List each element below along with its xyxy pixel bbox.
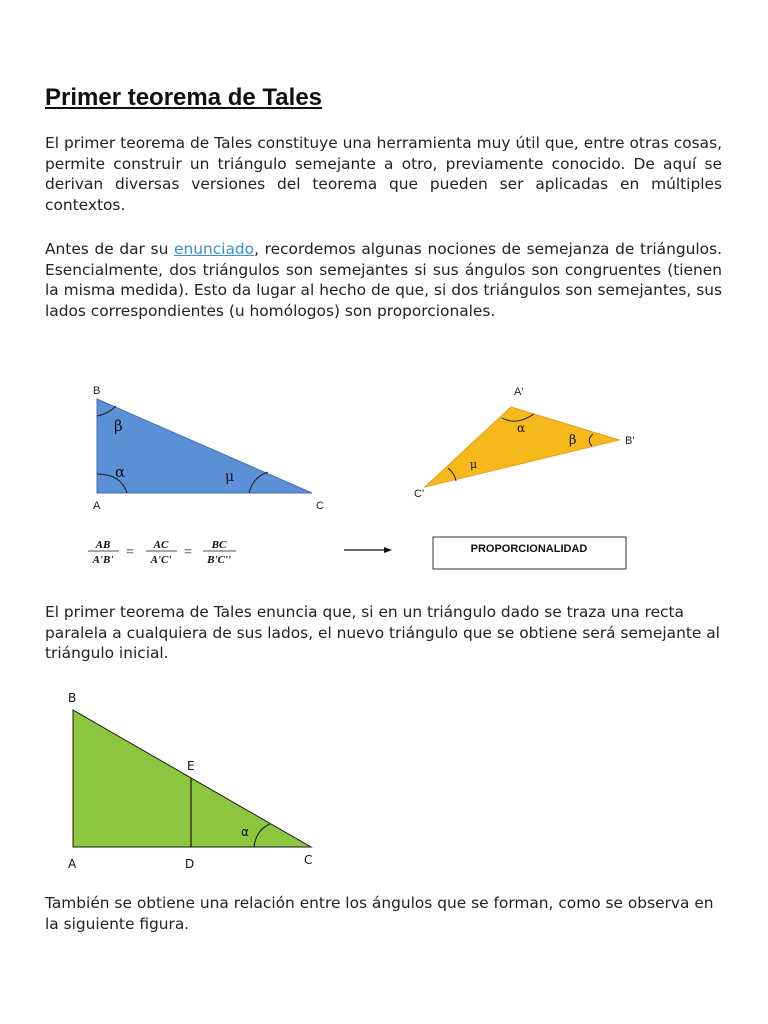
vertex-b-label: B <box>68 691 77 705</box>
ratio3-numerator: BC <box>211 539 227 551</box>
angle-mu-prime-label: μ <box>470 458 478 471</box>
equals-sign-1: = <box>126 545 134 560</box>
vertex-c-label: C <box>304 853 313 867</box>
paragraph-text-before: Antes de dar su <box>45 240 174 258</box>
proportionality-label: PROPORCIONALIDAD <box>470 543 588 555</box>
vertex-d-label: D <box>185 857 195 871</box>
paragraph-text-after: , recordemos algunas nociones de semejanza de triángulos. Esencialmente, dos triángulos son semejantes si sus ángulos son congruentes (tienen la misma medida). Esto da lugar al hecho de que, si dos triángulos son semejantes, sus lados correspondientes (u homólogos) son proporcionales. <box>45 240 722 320</box>
ratio1-numerator: AB <box>95 539 111 551</box>
angles-relation-paragraph: También se obtiene una relación entre los ángulos que se forman, como se observa en la siguiente figura. <box>45 894 714 933</box>
angle-mu-label: μ <box>225 469 235 485</box>
vertex-a-label: A <box>93 500 101 512</box>
ratio2-denominator: A'C' <box>150 554 172 566</box>
thales-statement-paragraph: El primer teorema de Tales enuncia que, si en un triángulo dado se traza una recta paralela a cualquiera de sus lados, el nuevo triángulo que se obtiene será semejante al triángulo inicial. <box>45 603 720 662</box>
enunciado-link[interactable]: enunciado <box>173 240 255 258</box>
vertex-c-prime-label: C' <box>414 488 425 500</box>
vertex-a-prime-label: A' <box>514 386 524 398</box>
ratio3-denominator: B'C'' <box>207 554 231 566</box>
green-triangle <box>73 710 311 847</box>
intro-paragraph: El primer teorema de Tales constituye una herramienta muy útil que, entre otras cosas, permite construir un triángulo semejante a otro, previamente conocido. De aquí se derivan diversas versiones del teorema que pueden ser aplicadas en múltiples contextos. <box>45 134 722 214</box>
vertex-b-prime-label: B' <box>625 435 635 447</box>
vertex-b-label: B <box>93 385 101 397</box>
vertex-e-label: E <box>187 759 195 773</box>
angle-alpha-label: α <box>115 463 126 481</box>
angle-beta-prime-label: β <box>569 433 577 448</box>
angle-alpha-label: α <box>241 825 249 839</box>
angle-beta-label: β <box>114 417 123 435</box>
ratio1-denominator: A'B' <box>92 554 114 566</box>
page-title: Primer teorema de Tales <box>45 84 323 111</box>
angle-alpha-prime-label: α <box>517 421 526 435</box>
equals-sign-2: = <box>184 545 192 560</box>
ratio2-numerator: AC <box>153 539 169 551</box>
vertex-a-label: A <box>68 857 77 871</box>
vertex-c-label: C <box>316 500 324 512</box>
